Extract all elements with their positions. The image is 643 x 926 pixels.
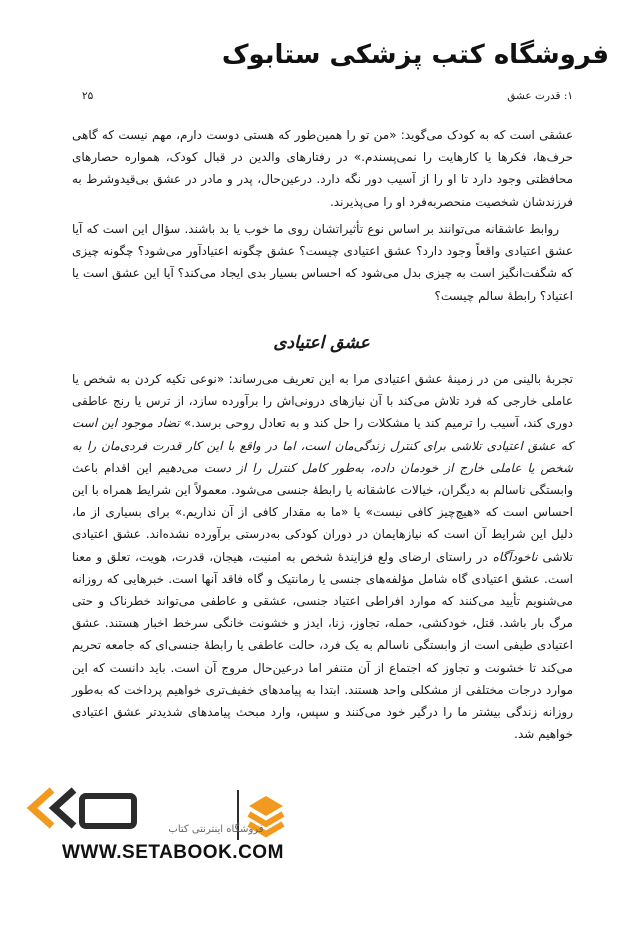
logo-tagline: فروشگاه اینترنتی کتاب (168, 824, 264, 835)
store-title: فروشگاه کتب پزشکی ستابوک (221, 40, 609, 70)
chapter-title: ۱: قدرت عشق (507, 90, 573, 102)
section-heading: عشق اعتیادی (273, 333, 370, 353)
paragraph-2: روابط عاشقانه می‌توانند بر اساس نوع تأثیراتشان روی ما خوب یا بد باشند. سؤال این است که آیا عشق اعتیادی واقعاً وجود دارد؟ عشق اعتیادی چیست؟ عشق چگونه اعتیادآور می‌شود؟ چگونه چیزی که شگفت‌انگیز است به چیزی بدل می‌شود که احساس بسیار بدی ایجاد می‌کند؟ آیا این عشق است یا اعتیاد؟ رابطهٔ سالم چیست؟ (72, 222, 573, 303)
paragraph-3-part-a: تجربهٔ بالینی من در زمینهٔ عشق اعتیادی مرا به این تعریف می‌رساند: «نوعی تکیه کردن به شخص یا عاملی خارجی که فرد تلاش می‌کند با آن نیازهای درونی‌اش را برآورده سازد، از ترس یا رنج عاطفی دوری کند، آسیب را ترمیم کند یا مشکلات را حل کند و به تعادل روحی برسد.» (72, 372, 573, 431)
paragraph-3-italic-d: ناخودآگاه (492, 549, 538, 564)
paragraph-3-italic-b: تضاد موجود این است که عشق اعتیادی تلاشی برای کنترل زندگی‌مان است، اما در واقع با این کار قدرت فردی‌مان را به شخص یا عاملی خارج از خودمان داده، به‌طور کامل کنترل را از دست می‌دهیم (72, 416, 573, 475)
paragraph-3-part-e: در راستای ارضای ولع فزایندهٔ شخص به امنیت، هیجان، قدرت، هویت، تعلق و معنا است. عشق اعتیادی گاه شامل مؤلفه‌های جنسی یا رمانتیک و گاه فاقد آنها است. خبرهایی که روزانه می‌شنویم تأیید می‌کنند که موارد افراطی اعتیاد جنسی، عشقی و عاطفی می‌تواند خطرناک و حتی مرگ بار باشد. قتل، خودکشی، حمله، تجاوز، زنا، ایدز و خشونت خانگی سرخط اخبار هستند. عشق اعتیادی طیفی است از وابستگی ناسالم به یک فرد، حالت عاطفی یا رابطهٔ جنسی‌ای که جامعه تحریم می‌کند تا خشونت و تجاوز که اجتماع از آن متنفر اما درعین‌حال مروج آن است. باید دانست که این موارد درجات مختلفی از مشکلی واحد هستند. ابتدا به پیامدهای خفیف‌تری خواهیم پرداخت که به‌طور روزانه زندگی بیشتر ما را درگیر خود می‌کنند و سپس، وارد مبحث پیامدهای شدیدتر عشق اعتیادی خواهیم شد. (72, 549, 573, 742)
paragraph-3 (72, 368, 573, 745)
paragraph-3-part-c: این اقدام باعث وابستگی ناسالم به دیگران، خیالات عاشقانه یا رابطهٔ جنسی می‌شود. معمولاً این شرایط همراه با این احساس است که «هیچ‌چیز کافی نیست» یا «ما به مقدار کافی از آن نداریم.» برای بسیاری از ما، دلیل این شرایط آن است که نیازهایمان در دوران کودکی به‌درستی برآورده نشده‌اند. عشق اعتیادی تلاشی (72, 460, 573, 564)
site-url: WWW.SETABOOK.COM (62, 842, 284, 863)
book-stack-icon (148, 786, 298, 846)
page-number: ۲۵ (82, 90, 94, 102)
paragraph-1: عشقی است که به کودک می‌گوید: «من تو را همین‌طور که هستی دوست دارم، مهم نیست که گاهی حرف‌ها، فکرها یا کارهایت را نمی‌پسندم.» در رفتارهای والدین در قبال کودک، همواره حصارهای محافظتی وجود دارد تا او را از آسیب دور نگه دارد. درعین‌حال، پدر و مادر در عشق بی‌قیدوشرط به فرزندشان شخصیت منحصربه‌فرد او را می‌پذیرند. (72, 128, 573, 209)
running-head (60, 86, 573, 106)
